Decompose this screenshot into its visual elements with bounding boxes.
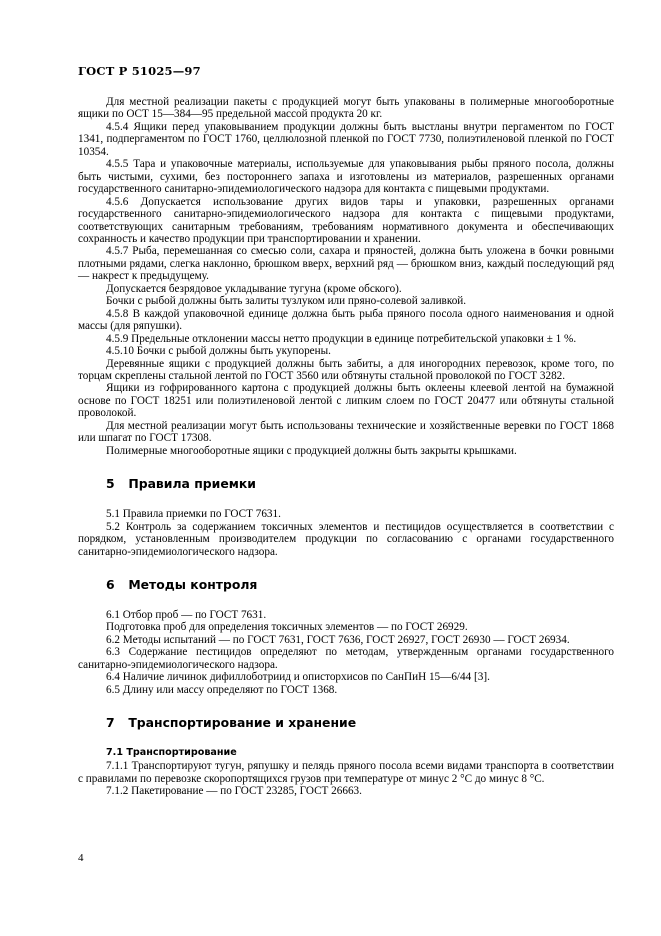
document-body — [78, 96, 614, 797]
paragraph: Подготовка проб для определения токсичных элементов — по ГОСТ 26929. — [106, 621, 468, 634]
section-title: Методы контроля — [128, 576, 258, 592]
paragraph: 4.5.10 Бочки с рыбой должны быть укупорены. — [106, 345, 331, 358]
paragraph: Бочки с рыбой должны быть залиты тузлуком или пряно-солевой заливкой. — [106, 295, 467, 308]
paragraph: 7.1.2 Пакетирование — по ГОСТ 23285, ГОСТ 26663. — [106, 785, 362, 798]
section-heading-transport-storage — [78, 715, 614, 730]
section-number: 7 — [106, 715, 115, 731]
paragraph: Допускается безрядовое укладывание тугуна (кроме обского). — [106, 282, 402, 295]
section-title: Правила приемки — [128, 476, 256, 492]
paragraph: Деревянные ящики с продукцией должны быть забиты, а для иногородних перевозок, кроме того, по торцам скреплены стальной лентой по ГОСТ 3560 или обтянуты стальной проволокой по ГОСТ 3282. — [78, 357, 614, 382]
paragraph: 6.5 Длину или массу определяют по ГОСТ 1368. — [106, 683, 338, 696]
paragraph: 4.5.8 В каждой упаковочной единице должна быть рыба пряного посола одного наименования и одной массы (для ряпушки). — [78, 307, 614, 333]
paragraph: 6.2 Методы испытаний — по ГОСТ 7631, ГОСТ 7636, ГОСТ 26927, ГОСТ 26930 — ГОСТ 26934. — [106, 633, 570, 646]
section-number: 5 — [106, 476, 115, 492]
paragraph: 4.5.7 Рыба, перемешанная со смесью соли, сахара и пряностей, должна быть уложена в бочки ровными плотными рядами, слегка наклонно, брюшком вверх, верхний ряд — брюшком вниз, каждый последующий ряд — накрест к предыдущему. — [78, 245, 614, 283]
paragraph: Полимерные многооборотные ящики с продукцией должны быть закрыты крышками. — [106, 444, 517, 457]
paragraph: 4.5.9 Предельные отклонении массы нетто продукции в единице потребительской упаковки ± 1 %. — [106, 332, 577, 345]
paragraph: 4.5.4 Ящики перед упаковыванием продукции должны быть выстланы внутри пергаментом по ГОСТ 1341, подпергаментом по ГОСТ 1760, целлюлозной пленкой по ГОСТ 7730, полиэтиленовой пленкой по ГОСТ 10354. — [78, 120, 614, 158]
paragraph: 6.4 Наличие личинок дифиллоботриид и описторхисов по СанПиН 15—6/44 [3]. — [106, 671, 490, 684]
paragraph: Для местной реализации пакеты с продукцией могут быть упакованы в полимерные многооборотные ящики по ОСТ 15—384—95 предельной массой продукта 20 кг. — [78, 96, 614, 121]
paragraph: 5.2 Контроль за содержанием токсичных элементов и пестицидов осуществляется в соответствии с порядком, установленным производителем продукции по согласованию с органами государственного санитарно-эпидемиологического надзора. — [78, 520, 614, 558]
section-title: Транспортирование и хранение — [128, 715, 357, 731]
paragraph: 5.1 Правила приемки по ГОСТ 7631. — [106, 508, 281, 521]
paragraph: 6.3 Содержание пестицидов определяют по методам, утвержденным органами государственного санитарно-эпидемиологического надзора. — [78, 646, 614, 671]
paragraph: Для местной реализации могут быть использованы технические и хозяйственные веревки по ГОСТ 1868 или шпагат по ГОСТ 17308. — [78, 419, 614, 445]
paragraph: 4.5.6 Допускается использование других видов тары и упаковки, разрешенных органами государственного санитарно-эпидемиологического надзора для контакта с пищевыми продуктами, соответствующих санитарным требованиям, требованиям нормативного документа и обеспечивающих сохранность и качество продукции при транспортировании и хранении. — [78, 195, 614, 245]
paragraph: 4.5.5 Тара и упаковочные материалы, используемые для упаковывания рыбы пряного посола, должны быть чистыми, сухими, без постороннего запаха и изготовлены из материалов, разрешенных органами государственного санитарно-эпидемиологического надзора для контакта с пищевыми продуктами. — [78, 158, 614, 196]
page-number: 4 — [78, 852, 84, 864]
section-number: 6 — [106, 576, 115, 592]
subsection-heading-transport: 7.1 Транспортирование — [106, 747, 237, 759]
section-heading-acceptance — [78, 476, 614, 491]
paragraph: 6.1 Отбор проб — по ГОСТ 7631. — [106, 608, 267, 621]
paragraph: 7.1.1 Транспортируют тугун, ряпушку и пелядь пряного посола всеми видами транспорта в соответствии с правилами по перевозке скоропортящихся грузов при температуре от минус 2 °С до минус 8 °С. — [78, 760, 614, 785]
section-heading-test-methods — [78, 577, 614, 592]
paragraph: Ящики из гофрированного картона с продукцией должны быть оклеены клеевой лентой на бумажной основе по ГОСТ 18251 или полиэтиленовой лентой с липким слоем по ГОСТ 20477 или обтянуты стальной проволокой. — [78, 382, 614, 420]
standard-code-header: ГОСТ Р 51025—97 — [78, 64, 201, 78]
